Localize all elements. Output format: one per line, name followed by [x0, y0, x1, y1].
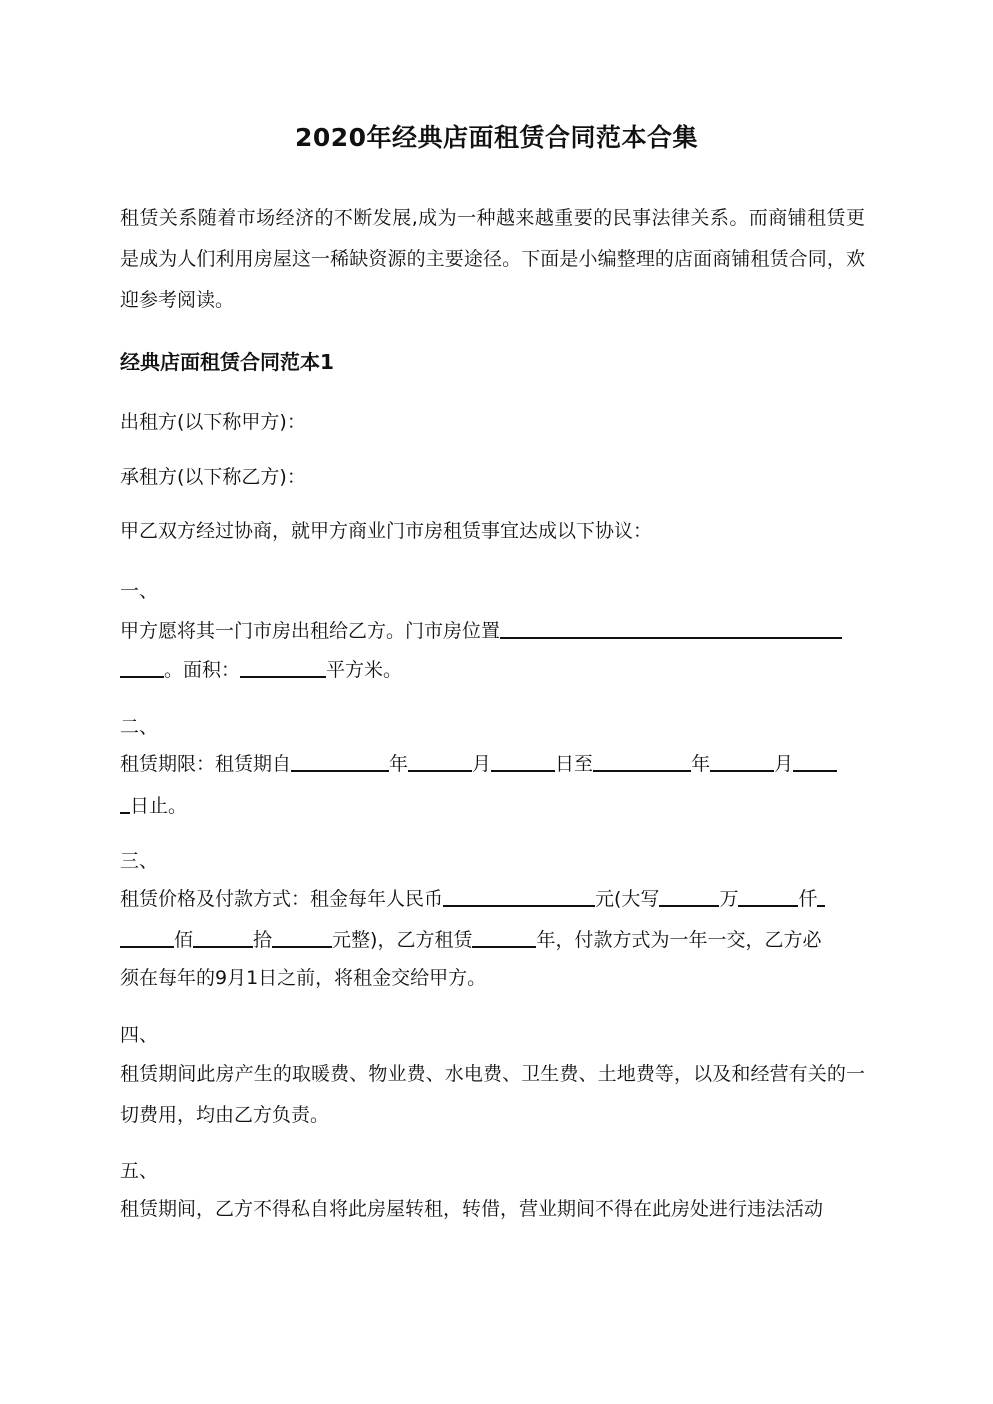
section-heading: 经典店面租赁合同范本1 [120, 350, 334, 374]
bai-label: 佰 [174, 929, 194, 951]
price-label: 租赁价格及付款方式：租金每年人民币 [120, 888, 444, 910]
end-month-blank[interactable] [710, 750, 774, 772]
day-to-label: 日至 [555, 753, 594, 775]
qian-label: 仟 [798, 888, 818, 910]
clause-number: 五、 [120, 1160, 159, 1182]
area-label: 。面积： [164, 659, 241, 681]
wan-label: 万 [719, 888, 739, 910]
yuan-blank[interactable] [272, 926, 332, 948]
end-day-blank[interactable] [793, 750, 837, 772]
clause5-text: 租赁期间，乙方不得私自将此房屋转租，转借，营业期间不得在此房处进行违法活动 [120, 1198, 824, 1220]
payment-text: 年，付款方式为一年一交，乙方必 [536, 929, 822, 951]
clause1-line1 [120, 617, 842, 644]
clause1-line2 [120, 656, 402, 683]
bai-blank[interactable] [120, 926, 174, 948]
clause3-line2 [120, 926, 821, 953]
rent-amount-blank[interactable] [443, 885, 595, 907]
month-label: 月 [472, 753, 492, 775]
clause3-line3: 须在每年的9月1日之前，将租金交给甲方。 [120, 967, 487, 989]
shi-label: 拾 [253, 929, 273, 951]
start-day-blank[interactable] [491, 750, 555, 772]
location-blank[interactable] [500, 617, 842, 639]
end-label: 日止。 [130, 795, 188, 817]
shi-blank[interactable] [193, 926, 253, 948]
wan-blank[interactable] [659, 885, 719, 907]
clause-number: 四、 [120, 1024, 159, 1046]
document-title: 2020年经典店面租赁合同范本合集 [294, 123, 699, 152]
area-unit: 平方米。 [326, 659, 403, 681]
agreement-line: 甲乙双方经过协商，就甲方商业门市房租赁事宜达成以下协议： [120, 520, 653, 542]
start-year-blank[interactable] [291, 750, 389, 772]
qian-blank[interactable] [738, 885, 798, 907]
bai-blank-start[interactable] [817, 885, 825, 907]
intro-paragraph: 租赁关系随着市场经济的不断发展,成为一种越来越重要的民事法律关系。而商铺租赁更是成为人们利用房屋这一稀缺资源的主要途径。下面是小编整理的店面商铺租赁合同，欢迎参考阅读。 [120, 207, 865, 311]
start-month-blank[interactable] [408, 750, 472, 772]
term-years-blank[interactable] [472, 926, 536, 948]
area-blank[interactable] [240, 656, 326, 678]
month-label: 月 [774, 753, 794, 775]
location-blank-cont[interactable] [120, 656, 164, 678]
clause2-line1 [120, 750, 837, 777]
clause1-text: 甲方愿将其一门市房出租给乙方。门市房位置 [120, 620, 501, 642]
clause-number: 三、 [120, 850, 159, 872]
clause-number: 二、 [120, 716, 159, 738]
year-label: 年 [389, 753, 409, 775]
end-day-blank-cont[interactable] [120, 792, 130, 814]
lessee-line: 承租方(以下称乙方)： [120, 466, 306, 488]
capital-label: 元(大写 [595, 888, 660, 910]
year-label: 年 [691, 753, 711, 775]
term-label: 租赁期限：租赁期自 [120, 753, 292, 775]
lessor-line: 出租方(以下称甲方)： [120, 411, 306, 433]
clause4-text: 租赁期间此房产生的取暖费、物业费、水电费、卫生费、土地费等，以及和经营有关的一切费用，均由乙方负责。 [120, 1063, 865, 1126]
clause2-line2 [120, 792, 187, 819]
yuan-label: 元整)，乙方租赁 [332, 929, 473, 951]
clause-number: 一、 [120, 580, 159, 602]
end-year-blank[interactable] [593, 750, 691, 772]
clause3-line1 [120, 885, 825, 912]
